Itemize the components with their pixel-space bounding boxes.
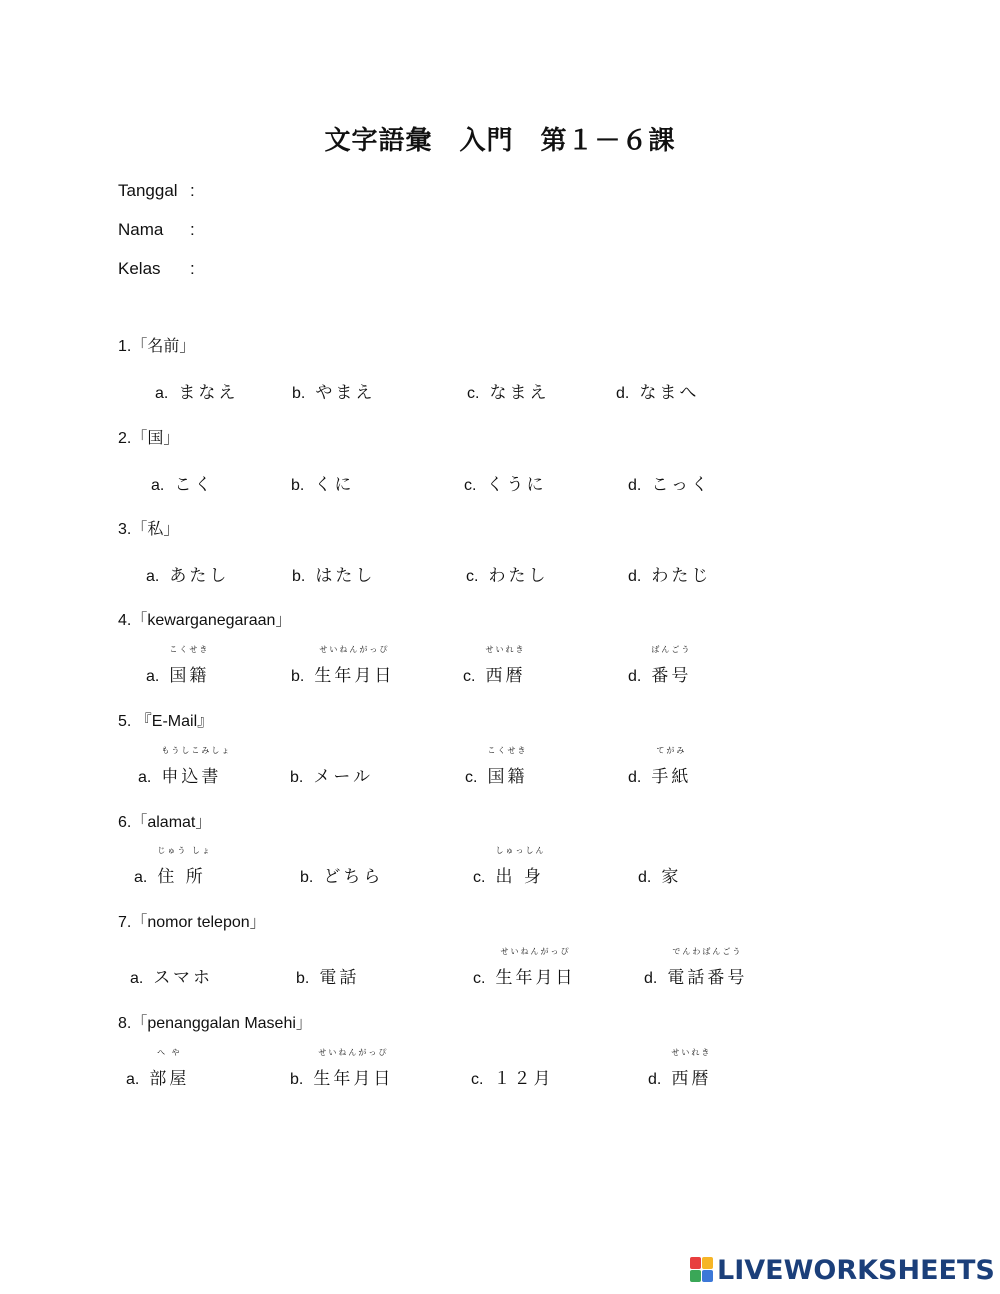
option-furigana: せいねんがっぴ [318,1048,389,1057]
option-furigana: へ や [157,1048,182,1057]
option-answer [323,862,383,887]
option-letter: d. [628,477,642,494]
answer-option[interactable] [155,378,238,403]
answer-option[interactable] [138,746,232,787]
option-text: どちら [323,867,384,887]
question-prompt: 5. 『E-Mail』 [118,713,214,730]
option-text: わたじ [651,566,712,586]
option-text: はたし [315,566,376,586]
option-letter: a. [138,769,152,786]
answer-option[interactable] [292,561,375,586]
question-prompt: 7.「nomor telepon」 [118,914,266,931]
option-text: 国籍 [487,767,528,787]
option-text: くに [314,475,355,495]
option-furigana: でんわばんごう [672,947,743,956]
page-title: 文字語彙 入門 第１－６課 [324,126,676,156]
option-text: 電話 [319,968,360,988]
field-nama [118,220,195,240]
option-furigana: こくせき [487,746,528,755]
option-furigana: もうしこみしょ [161,746,232,755]
answer-option[interactable] [130,963,213,988]
field-label: Nama [118,220,164,239]
option-text: 手紙 [651,767,692,787]
option-letter: a. [126,1071,140,1088]
option-letter: a. [155,385,169,402]
answer-option[interactable] [291,645,395,686]
option-answer [651,470,711,495]
option-text: 西暦 [671,1069,712,1089]
option-answer [169,561,229,586]
option-letter: d. [638,869,652,886]
liveworksheets-logo-icon [690,1257,714,1283]
question-prompt: 8.「penanggalan Masehi」 [118,1015,312,1032]
option-letter: b. [292,385,306,402]
option-text: あたし [169,566,230,586]
question-prompt: 3.「私」 [118,521,180,538]
field-label: Tanggal [118,181,178,200]
option-text: まなえ [178,383,239,403]
field-separator: : [190,259,195,278]
option-text: やまえ [315,383,376,403]
option-letter: c. [464,477,477,494]
option-furigana: じゅう しょ [157,846,212,855]
option-letter: b. [291,477,305,494]
option-text: メール [313,767,374,787]
option-letter: c. [467,385,480,402]
option-letter: d. [644,970,658,987]
option-furigana: ばんごう [651,645,692,654]
answer-option[interactable] [473,947,576,988]
answer-option[interactable] [616,378,699,403]
field-separator: : [190,220,195,239]
option-answer [495,947,576,988]
option-answer [313,762,373,787]
option-letter: c. [466,568,479,585]
option-letter: b. [296,970,310,987]
option-letter: b. [290,769,304,786]
option-letter: d. [628,568,642,585]
option-answer [639,378,699,403]
option-answer [153,963,213,988]
option-answer [667,947,748,988]
option-letter: d. [628,668,642,685]
option-answer [651,645,692,686]
option-letter: a. [130,970,144,987]
answer-option[interactable] [296,963,359,988]
option-letter: a. [146,668,160,685]
answer-option[interactable] [291,470,354,495]
answer-option[interactable] [146,561,229,586]
option-text: 西暦 [485,666,526,686]
answer-option[interactable] [628,746,692,787]
answer-option[interactable] [628,470,711,495]
answer-option[interactable] [300,862,383,887]
option-answer [149,1048,190,1089]
option-letter: a. [134,869,148,886]
option-text: 部屋 [149,1069,190,1089]
option-letter: b. [290,1071,304,1088]
option-text: スマホ [153,968,214,988]
option-text: こく [174,475,215,495]
option-text: こっく [651,475,712,495]
option-letter: a. [146,568,160,585]
option-text: 生年月日 [495,968,576,988]
logo-text: LIVEWORKSHEETS [717,1255,995,1286]
answer-option[interactable] [292,378,375,403]
option-text: １２月 [493,1069,554,1089]
option-answer [314,645,395,686]
option-letter: b. [291,668,305,685]
option-answer [161,746,232,787]
answer-option[interactable] [463,645,526,686]
answer-option[interactable] [644,947,748,988]
option-letter: a. [151,477,165,494]
option-furigana: しゅっしん [495,846,546,855]
liveworksheets-logo [690,1255,995,1286]
option-text: なまえ [489,383,550,403]
answer-option[interactable] [146,645,210,686]
option-text: 生年月日 [313,1069,394,1089]
option-text: くうに [486,475,547,495]
option-answer [174,470,214,495]
option-text: 申込書 [161,767,222,787]
option-text: 出 身 [495,867,544,887]
option-answer [651,561,711,586]
answer-option[interactable] [134,846,212,887]
option-answer [493,1064,553,1089]
option-answer [651,746,692,787]
field-tanggal [118,181,195,201]
option-letter: b. [292,568,306,585]
question-prompt: 1.「名前」 [118,338,196,355]
option-answer [315,378,375,403]
option-letter: d. [616,385,630,402]
option-furigana: せいねんがっぴ [319,645,390,654]
option-letter: d. [648,1071,662,1088]
option-answer [488,561,548,586]
option-answer [319,963,359,988]
option-letter: c. [473,869,486,886]
option-text: 電話番号 [667,968,748,988]
answer-option[interactable] [151,470,214,495]
option-letter: b. [300,869,314,886]
option-text: 国籍 [169,666,210,686]
answer-option[interactable] [467,378,549,403]
option-answer [178,378,238,403]
answer-option[interactable] [126,1048,190,1089]
field-kelas [118,259,195,279]
option-answer [486,470,546,495]
answer-option[interactable] [638,862,681,887]
option-answer [169,645,210,686]
option-letter: c. [471,1071,484,1088]
option-letter: d. [628,769,642,786]
option-answer [489,378,549,403]
question-prompt: 2.「国」 [118,430,180,447]
answer-option[interactable] [473,846,546,887]
option-answer [157,846,212,887]
option-furigana: こくせき [169,645,210,654]
answer-option[interactable] [465,746,528,787]
option-furigana: せいれき [671,1048,712,1057]
field-separator: : [190,181,195,200]
option-letter: c. [465,769,478,786]
answer-option[interactable] [290,762,373,787]
option-text: 住 所 [157,867,206,887]
option-letter: c. [473,970,486,987]
question-prompt: 4.「kewarganegaraan」 [118,612,292,629]
option-text: 生年月日 [314,666,395,686]
option-letter: c. [463,668,476,685]
option-furigana: てがみ [656,746,687,755]
option-answer [487,746,528,787]
question-prompt: 6.「alamat」 [118,814,212,831]
answer-option[interactable] [290,1048,394,1089]
option-furigana: せいれき [485,645,526,654]
option-answer [495,846,546,887]
option-answer [661,862,681,887]
option-text: なまへ [639,383,700,403]
option-answer [314,470,354,495]
answer-option[interactable] [628,561,711,586]
answer-option[interactable] [648,1048,712,1089]
answer-option[interactable] [471,1064,553,1089]
option-text: 番号 [651,666,692,686]
option-text: わたし [488,566,549,586]
option-answer [315,561,375,586]
option-answer [313,1048,394,1089]
option-text: 家 [661,867,682,887]
answer-option[interactable] [466,561,548,586]
option-answer [671,1048,712,1089]
answer-option[interactable] [628,645,692,686]
option-furigana: せいねんがっぴ [500,947,571,956]
answer-option[interactable] [464,470,546,495]
option-answer [485,645,526,686]
field-label: Kelas [118,259,161,278]
